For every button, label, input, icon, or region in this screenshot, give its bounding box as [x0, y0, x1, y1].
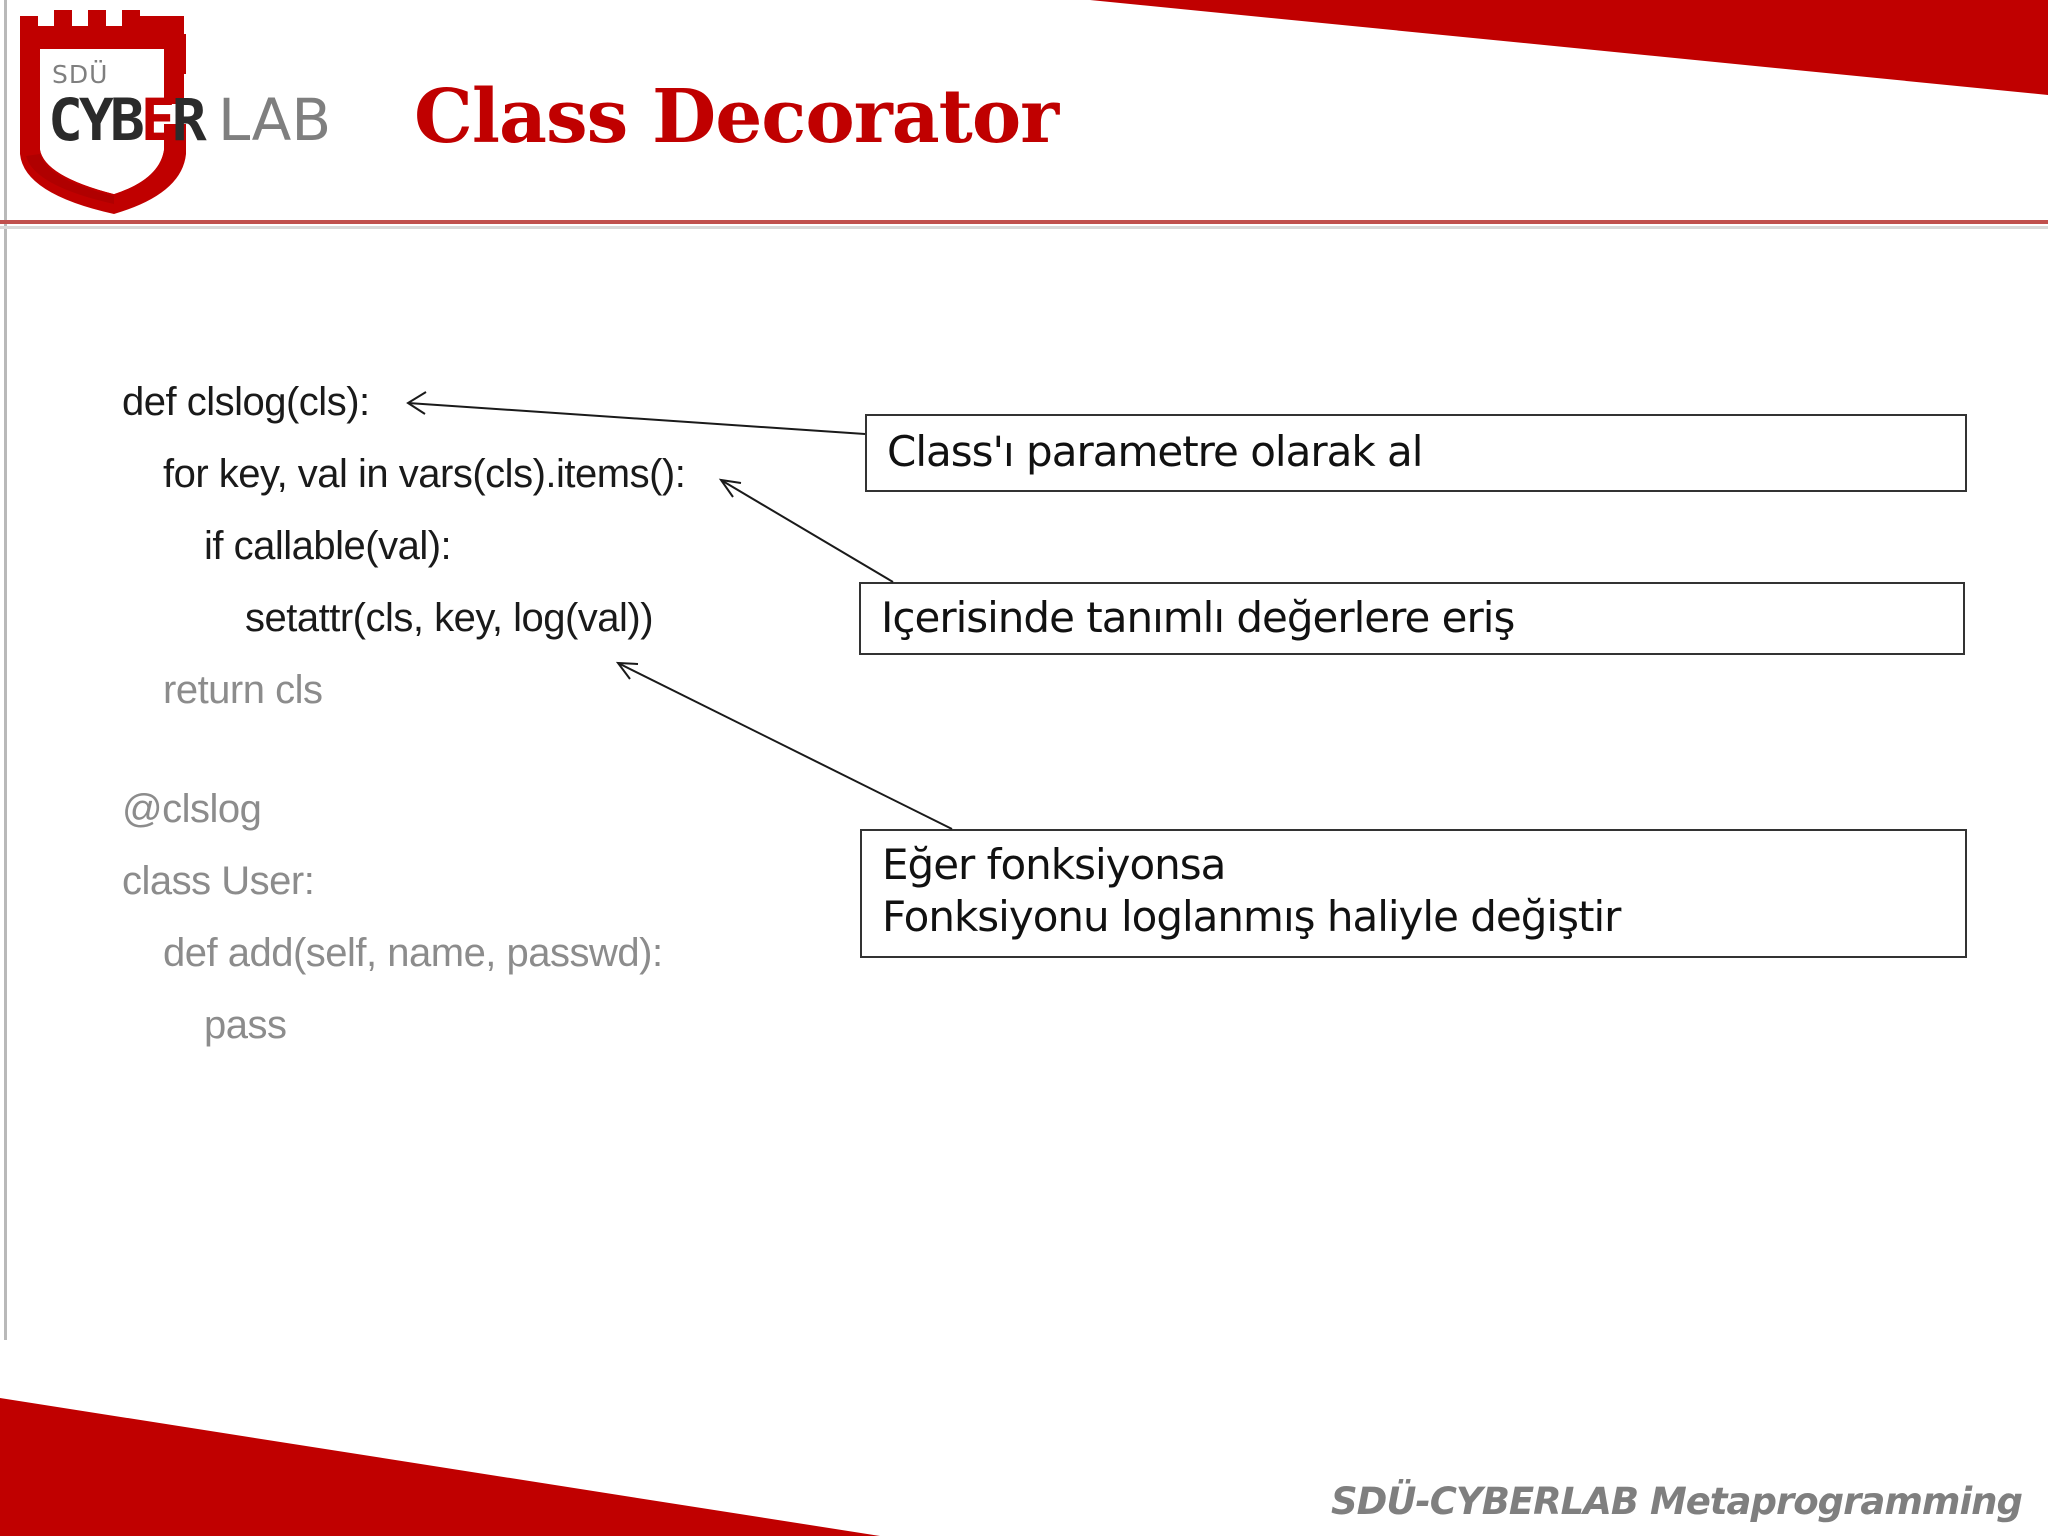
arrow-head-2: [721, 480, 741, 497]
callout-text: Class'ı parametre olarak al: [887, 427, 1423, 476]
code-line: class User:: [122, 859, 315, 903]
code-line: @clslog: [122, 787, 262, 831]
code-line: for key, val in vars(cls).items():: [163, 452, 686, 496]
logo-sdu-text: SDÜ: [52, 60, 109, 89]
callout-text: Fonksiyonu loglanmış haliyle değiştir: [882, 892, 1621, 941]
code-line: setattr(cls, key, log(val)): [245, 596, 654, 640]
code-line: pass: [204, 1003, 287, 1047]
arrow-line-1: [408, 403, 865, 434]
callout-text: Eğer fonksiyonsa: [882, 840, 1226, 889]
logo-cyber-text: CYBER: [48, 86, 203, 154]
footer-caption: SDÜ-CYBERLAB Metaprogramming: [1330, 1480, 2022, 1523]
code-line: return cls: [163, 668, 323, 712]
code-line: if callable(val):: [204, 524, 452, 568]
arrow-line-3: [618, 663, 952, 829]
code-line: def add(self, name, passwd):: [163, 931, 663, 975]
logo-lab-text: LAB: [218, 86, 332, 154]
slide-title: Class Decorator: [414, 74, 1059, 160]
code-line: def clslog(cls):: [122, 380, 370, 424]
arrow-line-2: [721, 480, 893, 582]
callout-text: Içerisinde tanımlı değerlere eriş: [881, 593, 1515, 642]
